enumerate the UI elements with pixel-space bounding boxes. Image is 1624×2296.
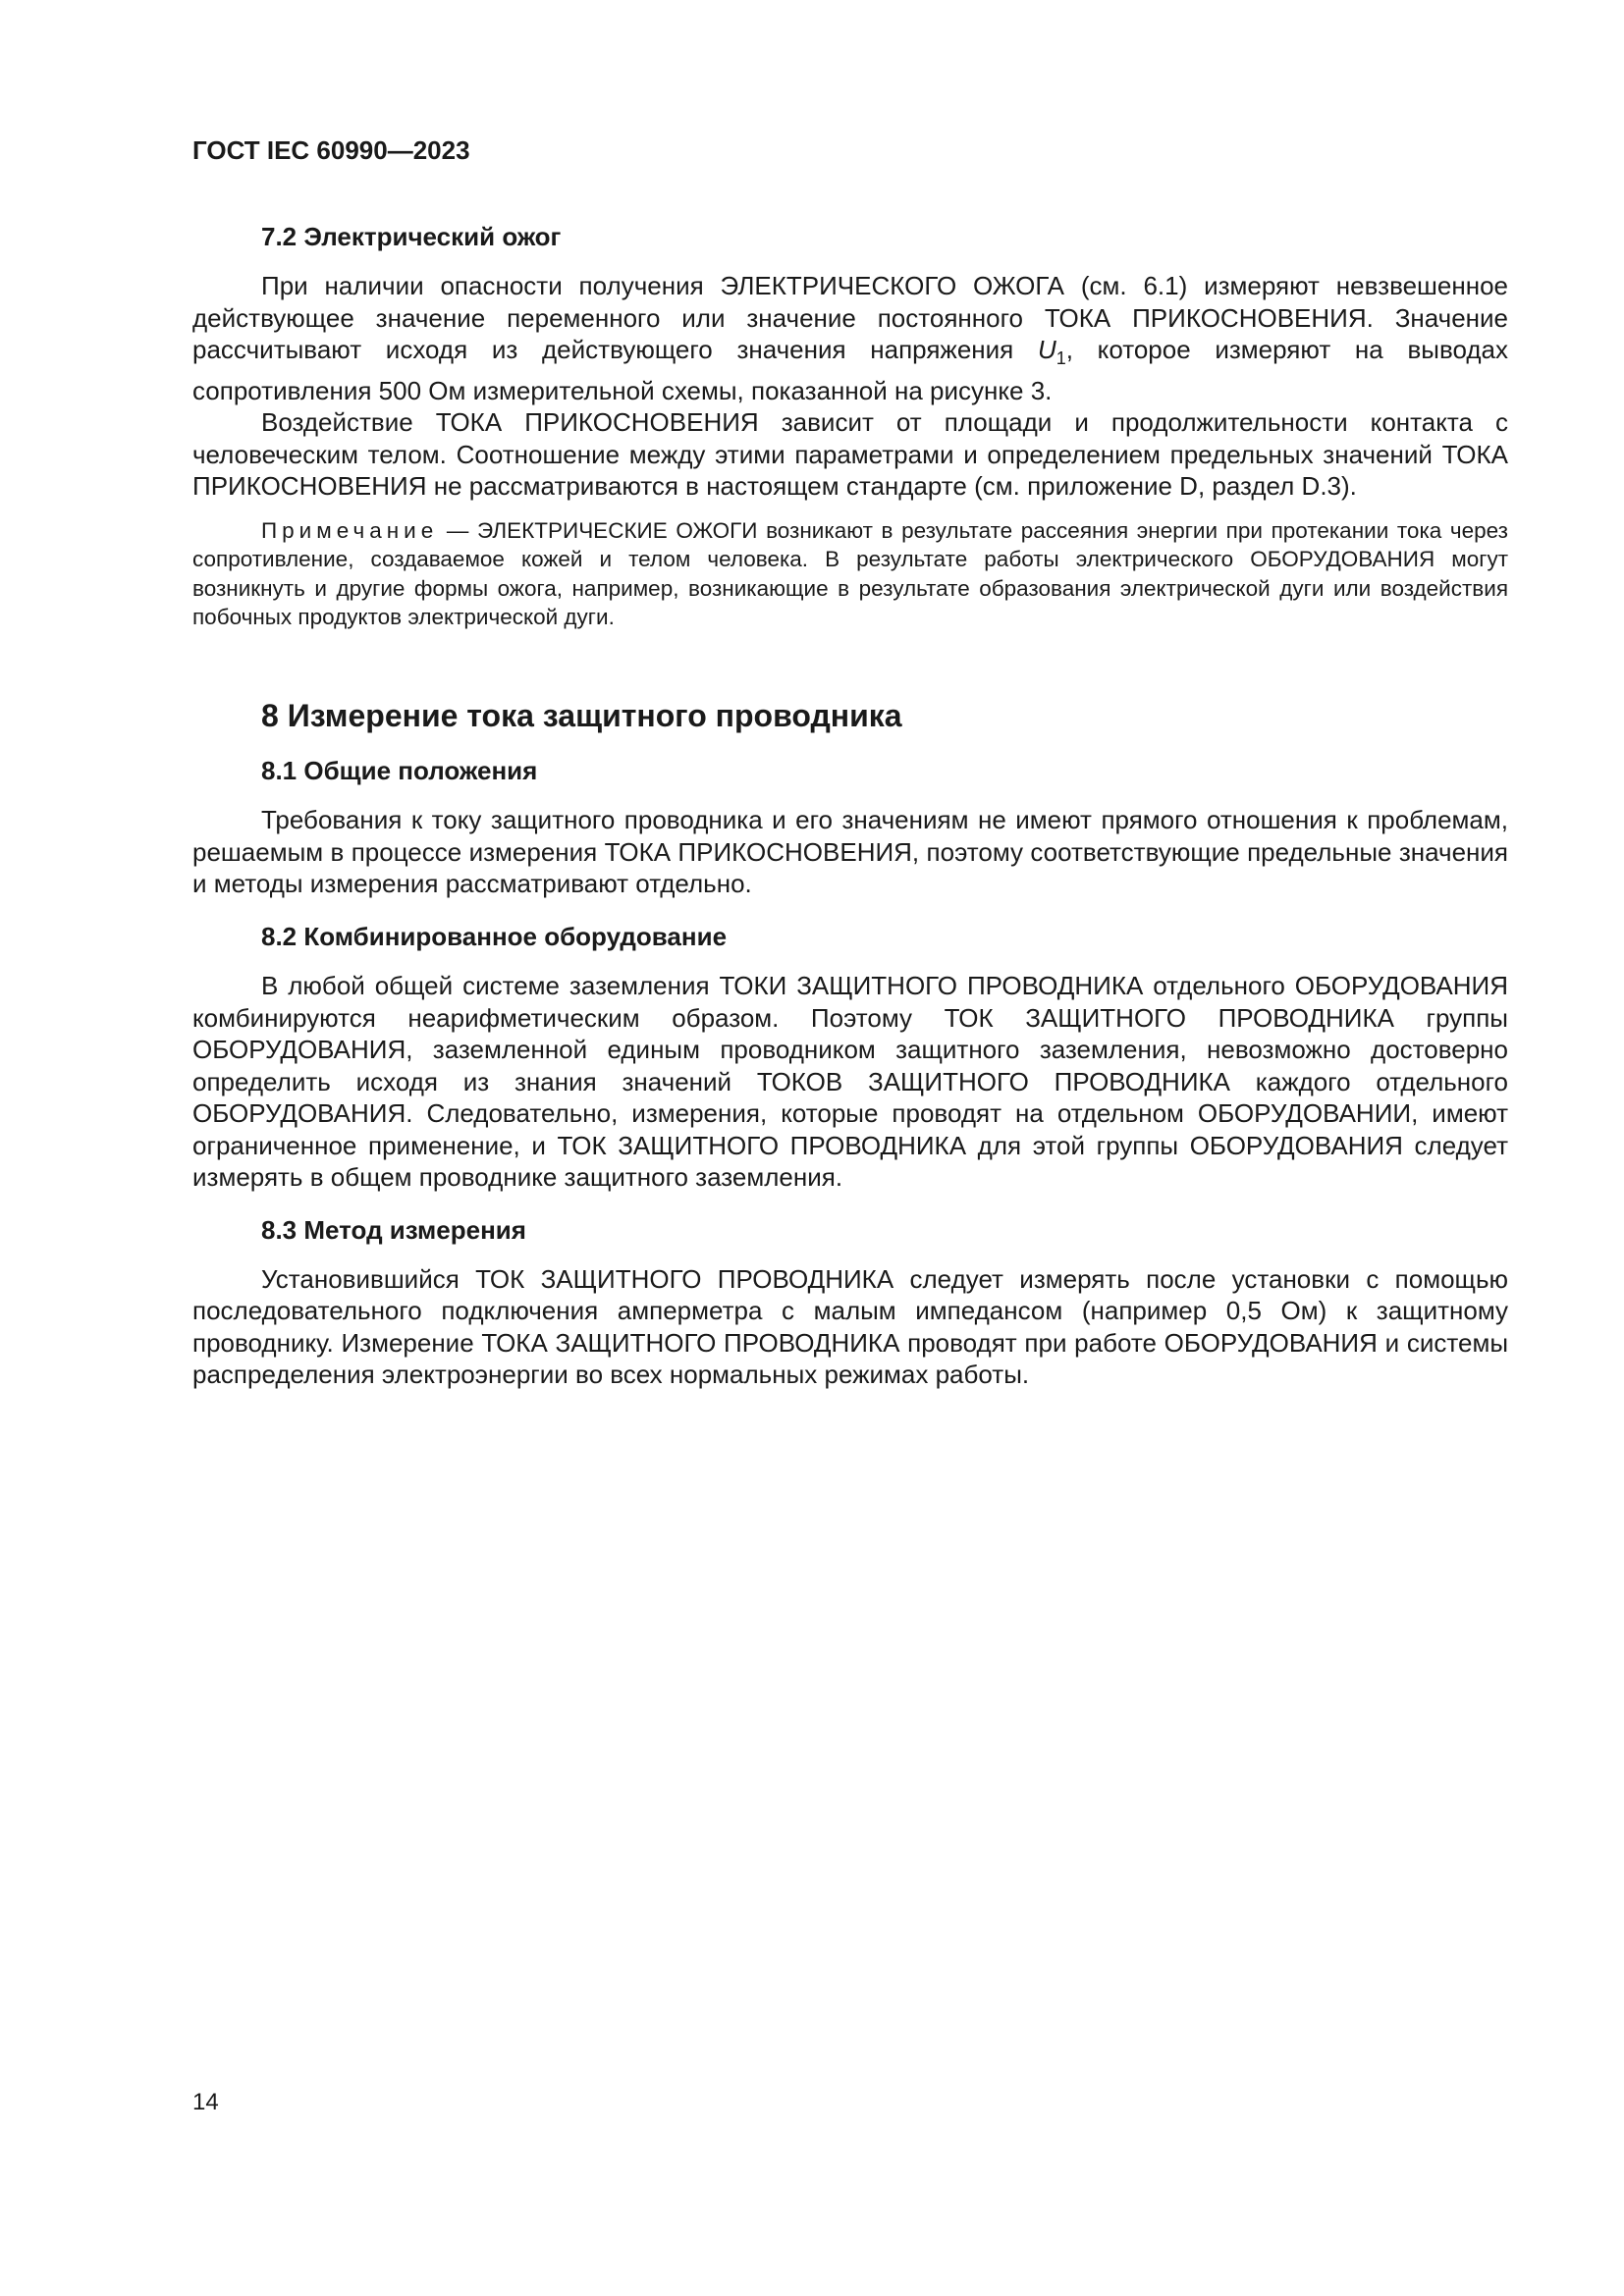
page-number: 14 xyxy=(192,2089,219,2115)
document-header-id: ГОСТ IEC 60990—2023 xyxy=(192,135,470,165)
section-7-2-paragraph-1 xyxy=(192,270,1508,406)
section-8-1-body xyxy=(192,804,1508,900)
paragraph-text: При наличии опасности получения ЭЛЕКТРИЧЕСКОГО ОЖОГА (см. 6.1) измеряют невзвешенное действующее значение переменного или значение постоянного ТОКА ПРИКОСНОВЕНИЯ. Значение рассчитывают исходя из действующего значения напряжения xyxy=(192,271,1508,365)
section-8-1-heading: 8.1 Общие положения xyxy=(261,756,538,786)
section-8-1-paragraph: Требования к току защитного проводника и его значениям не имеют прямого отношения к проблемам, решаемым в процессе измерения ТОКА ПРИКОСНОВЕНИЯ, поэтому соответствующие предельные значения и методы измерения рассматривают отдельно. xyxy=(192,805,1508,899)
document-page xyxy=(192,137,1508,1413)
section-7-2-paragraph-2: Воздействие ТОКА ПРИКОСНОВЕНИЯ зависит от площади и продолжительности контакта с человеческим телом. Соотношение между этими параметрами и определением предельных значений ТОКА ПРИКОСНОВЕНИЯ не рассматриваются в настоящем стандарте (см. приложение D, раздел D.3). xyxy=(192,407,1508,502)
note-label: Примечание xyxy=(261,517,439,543)
voltage-subscript: 1 xyxy=(1056,348,1066,369)
paragraph-text: , которое измеряют на выводах сопротивления 500 Ом измерительной схемы, показанной на рисунке 3. xyxy=(192,335,1508,405)
voltage-symbol xyxy=(1037,335,1066,369)
voltage-variable: U xyxy=(1037,335,1056,365)
section-8-3-paragraph: Установившийся ТОК ЗАЩИТНОГО ПРОВОДНИКА следует измерять после установки с помощью последовательного подключения амперметра с малым импедансом (например 0,5 Ом) к защитному проводнику. Измерение ТОКА ЗАЩИТНОГО ПРОВОДНИКА проводят при работе ОБОРУДОВАНИЯ и системы распределения электроэнергии во всех нормальных режимах работы. xyxy=(192,1263,1508,1390)
section-7-2-heading: 7.2 Электрический ожог xyxy=(261,222,562,251)
section-8-2-heading: 8.2 Комбинированное оборудование xyxy=(261,921,728,951)
note-text: — ЭЛЕКТРИЧЕСКИЕ ОЖОГИ возникают в результате рассеяния энергии при протекании тока через сопротивление, создаваемое кожей и телом человека. В результате работы электрического ОБОРУДОВАНИЯ могут возникнуть и другие формы ожога, например, возникающие в результате образования электрической дуги или воздействия побочных продуктов электрической дуги. xyxy=(192,517,1508,630)
section-8-3-heading: 8.3 Метод измерения xyxy=(261,1214,526,1245)
section-7-2-body xyxy=(192,270,1508,632)
section-7-2-note xyxy=(192,516,1508,632)
section-8-2-body xyxy=(192,970,1508,1194)
section-8-heading: 8 Измерение тока защитного проводника xyxy=(261,697,902,733)
section-8-2-paragraph: В любой общей системе заземления ТОКИ ЗАЩИТНОГО ПРОВОДНИКА отдельного ОБОРУДОВАНИЯ комбинируются неарифметическим образом. Поэтому ТОК ЗАЩИТНОГО ПРОВОДНИКА группы ОБОРУДОВАНИЯ, заземленной единым проводником защитного заземления, невозможно достоверно определить исходя из знания значений ТОКОВ ЗАЩИТНОГО ПРОВОДНИКА каждого отдельного ОБОРУДОВАНИЯ. Следовательно, измерения, которые проводят на отдельном ОБОРУДОВАНИИ, имеют ограниченное применение, и ТОК ЗАЩИТНОГО ПРОВОДНИКА для этой группы ОБОРУДОВАНИЯ следует измерять в общем проводнике защитного заземления. xyxy=(192,971,1508,1193)
section-8-3-body xyxy=(192,1263,1508,1391)
